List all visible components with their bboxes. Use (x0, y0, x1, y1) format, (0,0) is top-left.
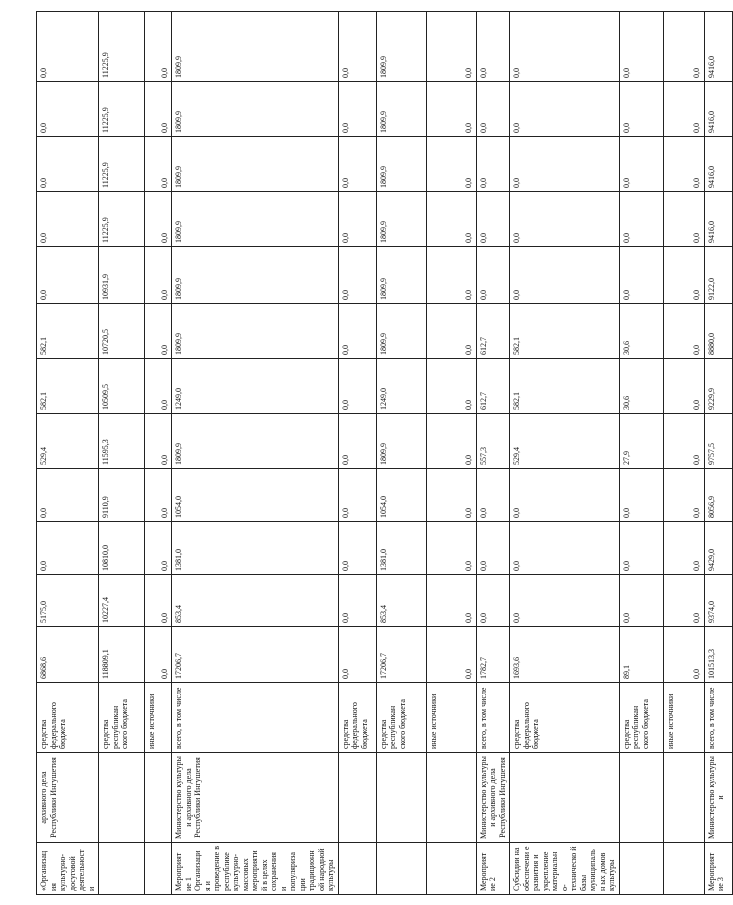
value-cell: 11225,9 (99, 12, 145, 82)
activity-name-cell: Мероприят ие 1 Организаци я и проведение в республике культурно- массовых мероприяти й в целях сохранения и популяриза ции традиционн ой народной культуры (172, 843, 339, 895)
value-cell: 10227,4 (99, 575, 145, 627)
value-cell: 0,0 (619, 469, 663, 522)
value-cell: 0,0 (476, 12, 510, 82)
value-cell: 612,7 (476, 359, 510, 414)
activity-name-cell (338, 843, 376, 895)
value-cell: 0,0 (37, 247, 99, 304)
value-cell: 0,0 (510, 192, 620, 247)
value-cell: 0,0 (338, 247, 376, 304)
value-cell: 1249,0 (376, 359, 426, 414)
value-cell: 30,6 (619, 359, 663, 414)
value-cell: 0,0 (426, 82, 476, 137)
executor-cell: Министерство культуры и архивного дела Республики Ингушетия (476, 753, 510, 843)
value-cell: 853,4 (376, 575, 426, 627)
value-cell: 0,0 (338, 137, 376, 192)
value-cell: 0,0 (145, 247, 172, 304)
value-cell: 101513,3 (704, 627, 732, 683)
value-cell: 11225,9 (99, 82, 145, 137)
activity-name-cell (619, 843, 663, 895)
executor-cell: Министерство культуры и (704, 753, 732, 843)
funding-source-cell: иные источники (145, 683, 172, 753)
funding-source-cell: всего, в том числе (704, 683, 732, 753)
value-cell: 0,0 (37, 469, 99, 522)
value-cell: 1809,9 (172, 414, 339, 469)
value-cell: 1693,6 (510, 627, 620, 683)
value-cell: 0,0 (145, 359, 172, 414)
value-cell: 1809,9 (172, 192, 339, 247)
value-cell: 0,0 (619, 12, 663, 82)
executor-cell (99, 753, 145, 843)
value-cell: 9416,0 (704, 82, 732, 137)
value-cell: 11595,3 (99, 414, 145, 469)
value-cell: 1782,7 (476, 627, 510, 683)
value-cell: 557,3 (476, 414, 510, 469)
value-cell: 0,0 (663, 627, 704, 683)
table-row (619, 12, 663, 895)
value-cell: 0,0 (510, 137, 620, 192)
value-cell: 582,1 (510, 359, 620, 414)
value-cell: 0,0 (426, 137, 476, 192)
value-cell: 1809,9 (172, 247, 339, 304)
value-cell: 0,0 (663, 137, 704, 192)
table-row (37, 12, 99, 895)
activity-name-cell: Мероприят ие 3 (704, 843, 732, 895)
table-row (376, 12, 426, 895)
activity-name-cell: Мероприят ие 2 (476, 843, 510, 895)
value-cell: 0,0 (663, 192, 704, 247)
activity-name-cell (663, 843, 704, 895)
value-cell: 0,0 (619, 82, 663, 137)
value-cell: 0,0 (145, 469, 172, 522)
value-cell: 9757,5 (704, 414, 732, 469)
executor-cell: Министерство культуры и архивного дела Республики Ингушетия (172, 753, 339, 843)
table-row (663, 12, 704, 895)
value-cell: 853,4 (172, 575, 339, 627)
value-cell: 9416,0 (704, 192, 732, 247)
funding-source-cell: иные источники (426, 683, 476, 753)
value-cell: 0,0 (145, 575, 172, 627)
value-cell: 0,0 (510, 12, 620, 82)
table-row (99, 12, 145, 895)
value-cell: 0,0 (510, 469, 620, 522)
value-cell: 0,0 (338, 304, 376, 359)
value-cell: 1809,9 (376, 82, 426, 137)
table-row (426, 12, 476, 895)
value-cell: 0,0 (37, 137, 99, 192)
value-cell: 582,1 (510, 304, 620, 359)
value-cell: 582,1 (37, 359, 99, 414)
value-cell: 1809,9 (172, 137, 339, 192)
funding-source-cell: всего, в том числе (476, 683, 510, 753)
value-cell: 529,4 (37, 414, 99, 469)
value-cell: 17206,7 (376, 627, 426, 683)
value-cell: 0,0 (663, 247, 704, 304)
activity-name-cell (99, 843, 145, 895)
value-cell: 1809,9 (376, 247, 426, 304)
value-cell: 17206,7 (172, 627, 339, 683)
value-cell: 0,0 (37, 522, 99, 575)
funding-source-cell: средства федерального бюджета (510, 683, 620, 753)
value-cell: 0,0 (426, 522, 476, 575)
funding-source-cell: средства республикан ского бюджета (376, 683, 426, 753)
value-cell: 0,0 (476, 82, 510, 137)
value-cell: 0,0 (663, 82, 704, 137)
value-cell: 30,6 (619, 304, 663, 359)
executor-cell (426, 753, 476, 843)
value-cell: 10720,5 (99, 304, 145, 359)
value-cell: 0,0 (663, 575, 704, 627)
value-cell: 0,0 (426, 304, 476, 359)
value-cell: 0,0 (145, 137, 172, 192)
activity-name-cell (376, 843, 426, 895)
value-cell: 0,0 (426, 627, 476, 683)
activity-name-cell: Субсидии на обеспечени е развития и укрепление материальн о- техническо й базы муниципальн ых домов культуры (510, 843, 620, 895)
value-cell: 0,0 (476, 522, 510, 575)
value-cell: 0,0 (37, 82, 99, 137)
budget-table (36, 11, 733, 895)
value-cell: 0,0 (338, 12, 376, 82)
value-cell: 1054,0 (172, 469, 339, 522)
table-body (37, 12, 733, 895)
value-cell: 0,0 (426, 12, 476, 82)
value-cell: 0,0 (426, 247, 476, 304)
value-cell: 0,0 (338, 414, 376, 469)
value-cell: 0,0 (476, 137, 510, 192)
value-cell: 0,0 (476, 575, 510, 627)
executor-cell: архивного дела Республики Ингушетия (37, 753, 99, 843)
value-cell: 1809,9 (376, 12, 426, 82)
value-cell: 0,0 (338, 522, 376, 575)
value-cell: 0,0 (338, 575, 376, 627)
value-cell: 0,0 (619, 192, 663, 247)
funding-source-cell: средства федерального бюджета (37, 683, 99, 753)
value-cell: 9429,0 (704, 522, 732, 575)
value-cell: 0,0 (510, 247, 620, 304)
value-cell: 1809,9 (172, 12, 339, 82)
value-cell: 11225,9 (99, 137, 145, 192)
value-cell: 0,0 (663, 12, 704, 82)
table-row (510, 12, 620, 895)
value-cell: 0,0 (145, 82, 172, 137)
table-row (338, 12, 376, 895)
funding-source-cell: средства республикан ского бюджета (619, 683, 663, 753)
executor-cell (510, 753, 620, 843)
funding-source-cell: средства республикан ского бюджета (99, 683, 145, 753)
value-cell: 0,0 (145, 414, 172, 469)
value-cell: 1809,9 (376, 192, 426, 247)
value-cell: 0,0 (476, 192, 510, 247)
value-cell: 1809,9 (376, 304, 426, 359)
funding-source-cell: всего, в том числе (172, 683, 339, 753)
value-cell: 0,0 (145, 304, 172, 359)
value-cell: 0,0 (426, 359, 476, 414)
value-cell: 1809,9 (172, 82, 339, 137)
value-cell: 9122,0 (704, 247, 732, 304)
value-cell: 0,0 (619, 247, 663, 304)
value-cell: 5175,0 (37, 575, 99, 627)
value-cell: 1381,0 (376, 522, 426, 575)
value-cell: 0,0 (426, 469, 476, 522)
table-row (145, 12, 172, 895)
value-cell: 0,0 (145, 12, 172, 82)
value-cell: 0,0 (476, 469, 510, 522)
funding-source-cell: иные источники (663, 683, 704, 753)
value-cell: 529,4 (510, 414, 620, 469)
value-cell: 10509,5 (99, 359, 145, 414)
rotated-page (36, 12, 725, 895)
value-cell: 9416,0 (704, 12, 732, 82)
activity-name-cell (426, 843, 476, 895)
value-cell: 0,0 (145, 627, 172, 683)
value-cell: 8056,9 (704, 469, 732, 522)
activity-name-cell (145, 843, 172, 895)
value-cell: 0,0 (145, 522, 172, 575)
table-row (172, 12, 339, 895)
executor-cell (619, 753, 663, 843)
value-cell: 1809,9 (376, 137, 426, 192)
value-cell: 0,0 (619, 522, 663, 575)
value-cell: 0,0 (663, 469, 704, 522)
value-cell: 0,0 (510, 575, 620, 627)
value-cell: 0,0 (663, 522, 704, 575)
value-cell: 0,0 (426, 192, 476, 247)
value-cell: 0,0 (338, 627, 376, 683)
value-cell: 582,1 (37, 304, 99, 359)
value-cell: 89,1 (619, 627, 663, 683)
value-cell: 0,0 (338, 359, 376, 414)
value-cell: 10810,0 (99, 522, 145, 575)
value-cell: 27,9 (619, 414, 663, 469)
value-cell: 0,0 (37, 12, 99, 82)
value-cell: 9416,0 (704, 137, 732, 192)
value-cell: 1809,9 (376, 414, 426, 469)
value-cell: 0,0 (145, 192, 172, 247)
value-cell: 118809,1 (99, 627, 145, 683)
value-cell: 612,7 (476, 304, 510, 359)
value-cell: 0,0 (476, 247, 510, 304)
value-cell: 0,0 (426, 414, 476, 469)
value-cell: 1809,9 (172, 304, 339, 359)
value-cell: 0,0 (663, 359, 704, 414)
value-cell: 9374,0 (704, 575, 732, 627)
value-cell: 0,0 (619, 575, 663, 627)
value-cell: 1054,0 (376, 469, 426, 522)
value-cell: 1249,0 (172, 359, 339, 414)
value-cell: 0,0 (510, 522, 620, 575)
value-cell: 0,0 (510, 82, 620, 137)
executor-cell (376, 753, 426, 843)
value-cell: 9229,9 (704, 359, 732, 414)
activity-name-cell: «Организац ия культурно- досуговой деятельност и (37, 843, 99, 895)
value-cell: 0,0 (338, 82, 376, 137)
value-cell: 0,0 (426, 575, 476, 627)
value-cell: 0,0 (663, 304, 704, 359)
executor-cell (145, 753, 172, 843)
value-cell: 9110,9 (99, 469, 145, 522)
value-cell: 0,0 (338, 469, 376, 522)
value-cell: 10931,9 (99, 247, 145, 304)
value-cell: 0,0 (663, 414, 704, 469)
value-cell: 11225,9 (99, 192, 145, 247)
value-cell: 1381,0 (172, 522, 339, 575)
value-cell: 0,0 (619, 137, 663, 192)
value-cell: 0,0 (37, 192, 99, 247)
executor-cell (338, 753, 376, 843)
executor-cell (663, 753, 704, 843)
value-cell: 6868,6 (37, 627, 99, 683)
rotated-table-container (36, 12, 725, 895)
table-row (476, 12, 510, 895)
value-cell: 8880,0 (704, 304, 732, 359)
funding-source-cell: средства федерального бюджета (338, 683, 376, 753)
table-row (704, 12, 732, 895)
value-cell: 0,0 (338, 192, 376, 247)
